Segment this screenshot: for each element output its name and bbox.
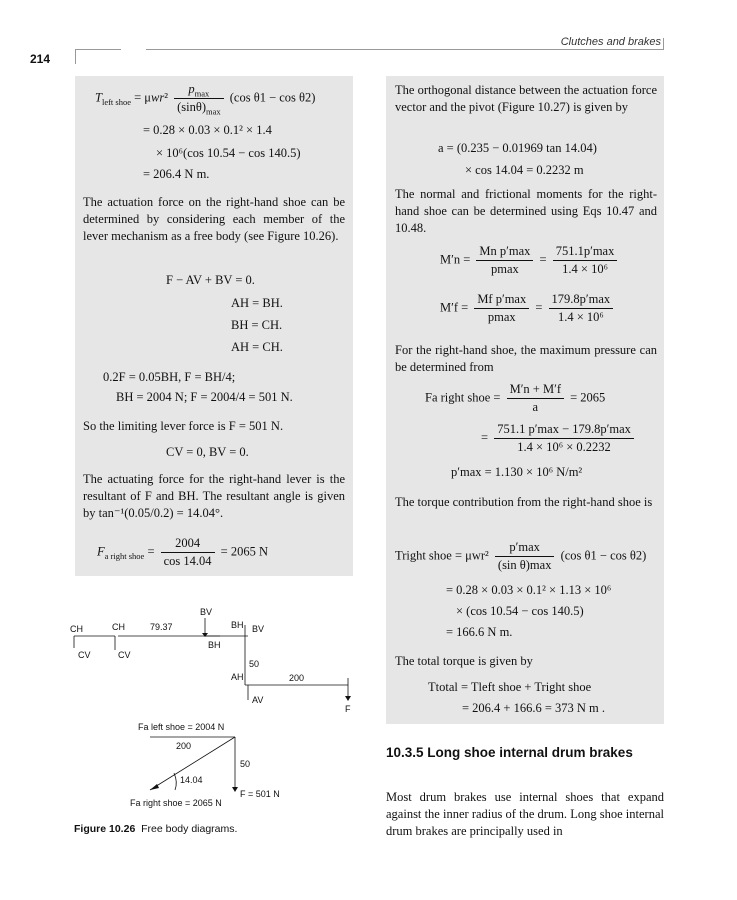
label-dim200: 200 <box>289 673 305 683</box>
eq-ah-ch: AH = CH. <box>231 340 283 354</box>
label-f: F <box>345 704 351 714</box>
right-para-2: The normal and frictional moments for the right-hand shoe can be determined using Eqs 10.47 and 10.48. <box>395 187 657 235</box>
total-torque-2: = 206.4 + 166.6 = 373 N m . <box>462 701 606 715</box>
eq-02f: 0.2F = 0.05BH, F = BH/4; <box>103 370 236 384</box>
label-fa-left: Fa left shoe = 2004 N <box>138 722 225 732</box>
left-para-2: So the limiting lever force is F = 501 N. <box>83 419 284 433</box>
right-para-6: Most drum brakes use internal shoes that expand against the inner radius of the drum. Long shoe internal drum brakes are principally used in <box>386 790 664 838</box>
tright-calc-1: = 0.28 × 0.03 × 0.1² × 1.13 × 10⁶ <box>446 583 612 597</box>
fa-right-shoe-equation: $F_{a right shoe}$ = $\frac{2004}{\cos 14.04}$ = 2065 N <box>97 536 268 568</box>
left-para-3: The actuating force for the right-hand lever is the resultant of F and BH. The resultant angle is given by tan⁻¹(0.05/0.2) = 14.04°. <box>83 472 345 520</box>
tright-calc-3: = 166.6 N m. <box>446 625 513 639</box>
label-dim50: 50 <box>249 659 260 669</box>
eq-a-2: × cos 14.04 = 0.2232 m <box>465 163 584 177</box>
left-para-1: The actuation force on the right-hand shoe can be determined by considering each member of the lever mechanism as a free body (see Figure 10.26). <box>83 195 345 243</box>
tright-calc-2: × (cos 10.54 − cos 140.5) <box>456 604 584 618</box>
label-ah: AH <box>231 672 244 682</box>
tleft-calc-3: = 206.4 N m. <box>143 167 210 181</box>
label-f501: F = 501 N <box>240 789 280 799</box>
header-rule-left <box>75 49 121 50</box>
free-body-diagram <box>70 600 370 820</box>
label-bv-right: BV <box>252 624 265 634</box>
label-dim50b: 50 <box>240 759 251 769</box>
tleft-calc-2: × 10⁶(cos 10.54 − cos 140.5) <box>156 146 301 160</box>
label-ch1: CH <box>70 624 83 634</box>
mn-equation: M′n = $\frac{\text{Mn p′max}}{pmax}$ = $\frac{751.1p'\max}{\text{1.4 × 10⁶}}$ <box>440 244 620 277</box>
eq-a-1: a = (0.235 − 0.01969 tan 14.04) <box>438 141 597 155</box>
tleft-equation: $T_{left shoe} = \mu wr^2$ $\frac{p_{max}}{(\sin\theta)_{max}}$ (cos θ1 − cos θ2) <box>95 82 316 117</box>
label-cv2: CV <box>118 650 131 660</box>
header-rule-right <box>146 49 664 50</box>
tleft-calc-1: = 0.28 × 0.03 × 0.1² × 1.4 <box>143 123 272 137</box>
total-torque-1: Ttotal = Tleft shoe + Tright shoe <box>428 680 592 694</box>
header-tick-right <box>663 38 664 50</box>
mf-equation: M′f = $\frac{\text{Mf p′max}}{pmax}$ = $\frac{179.8p'\max}{\text{1.4 × 10⁶}}$ <box>440 292 616 325</box>
eq-force-balance: F − AV + BV = 0. <box>166 273 255 287</box>
right-para-5: The total torque is given by <box>395 654 533 668</box>
label-fa-right: Fa right shoe = 2065 N <box>130 798 222 808</box>
running-head: Clutches and brakes <box>560 36 661 48</box>
label-dim200b: 200 <box>176 741 192 751</box>
f-arrow-head <box>345 696 351 701</box>
section-heading: 10.3.5 Long shoe internal drum brakes <box>386 745 633 760</box>
eq-bh-value: BH = 2004 N; F = 2004/4 = 501 N. <box>116 390 293 404</box>
eq-cv-bv: CV = 0, BV = 0. <box>166 445 249 459</box>
label-bv-top: BV <box>200 607 213 617</box>
label-dim1: 79.37 <box>150 622 173 632</box>
vertical-arrow-head <box>232 787 238 792</box>
right-para-1: The orthogonal distance between the actuation force vector and the pivot (Figure 10.27) is given by <box>395 83 657 114</box>
pmax-equation: p′max = 1.130 × 10⁶ N/m² <box>451 465 583 479</box>
label-ch2: CH <box>112 622 125 632</box>
label-av: AV <box>252 695 264 705</box>
eq-bh-ch: BH = CH. <box>231 318 283 332</box>
fa-right-equation-1: Fa right shoe = $\frac{M'n + M'f}{a}$ = 2065 <box>425 382 606 414</box>
angle-arc <box>174 773 176 790</box>
figure-caption: Figure 10.26 Free body diagrams. <box>74 823 238 835</box>
bv-arrow-head <box>202 633 208 637</box>
tright-equation: Tright shoe = μwr² $\frac{p'\max}{\text{(sin θ)max}}$ (cos θ1 − cos θ2) <box>395 540 647 572</box>
fa-right-equation-2: = $\frac{751.1 p'\max - 179.8p'\max}{\text{1.4 × 10⁶ × 0.2232}}$ <box>481 422 637 455</box>
label-bh-right: BH <box>231 620 244 630</box>
page-number: 214 <box>30 52 51 66</box>
header-tick-left <box>75 49 76 64</box>
label-bh-lever: BH <box>208 640 221 650</box>
eq-ah-bh: AH = BH. <box>231 296 283 310</box>
right-para-3: For the right-hand shoe, the maximum pressure can be determined from <box>395 343 657 374</box>
right-para-4: The torque contribution from the right-hand shoe is <box>395 495 653 509</box>
label-cv1: CV <box>78 650 91 660</box>
label-angle: 14.04 <box>180 775 203 785</box>
